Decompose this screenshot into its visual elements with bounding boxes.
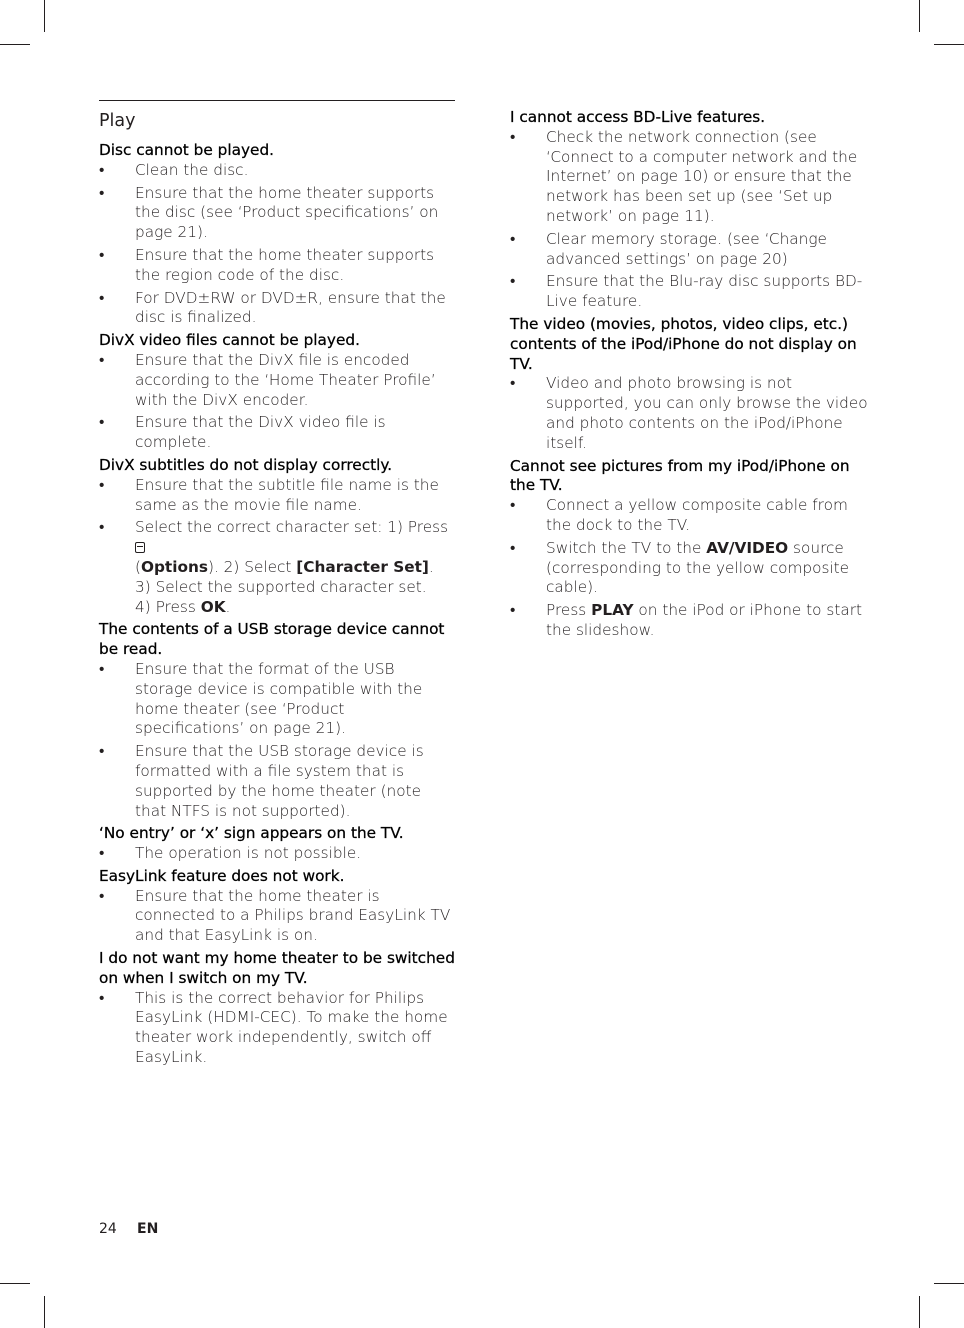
list-item: • Ensure that the home theater supports the disc (see ‘Product specifications’ on page 21).	[99, 183, 439, 242]
topic-bd-live	[510, 108, 868, 312]
crop-mark	[0, 1283, 30, 1284]
list-item: • Ensure that the subtitle file name is the same as the movie file name.	[99, 475, 439, 514]
topic-disc	[99, 141, 455, 328]
topic-divx-video	[99, 331, 455, 453]
list-item: • Clean the disc.	[99, 160, 249, 179]
list-item: • Connect a yellow composite cable from the dock to the TV.	[510, 496, 848, 534]
list-item: • Ensure that the USB storage device is formatted with a file system that is supported by the home theater (note that NTFS is not supported).	[99, 742, 424, 820]
crop-mark	[934, 44, 964, 45]
topic-question: I do not want my home theater to be switched on when I switch on my TV.	[99, 949, 455, 987]
page-footer	[99, 1220, 158, 1240]
crop-mark	[919, 1296, 920, 1328]
topic-question: Cannot see pictures from my iPod/iPhone on the TV.	[510, 456, 850, 495]
list-item: • Video and photo browsing is not supported, you can only browse the video and photo contents on the iPod/iPhone itself.	[510, 374, 868, 452]
topic-question: ‘No entry’ or ‘x’ sign appears on the TV.	[99, 824, 404, 843]
list-item: • This is the correct behavior for Philips EasyLink (HDMI-CEC). To make the home theater work independently, switch off EasyLink.	[99, 988, 448, 1067]
crop-mark	[919, 0, 920, 32]
right-column	[510, 108, 868, 644]
list-item: • Select the correct character set: 1) Press (Options). 2) Select [Character Set]. 3) Select the supported character set. 4) Press OK.	[99, 518, 449, 616]
topic-question: The contents of a USB storage device cannot be read.	[99, 620, 445, 659]
list-item: • Check the network connection (see ‘Connect to a computer network and the Internet’ on page 10) or ensure that the network has been set up (see ‘Set up network’ on page 11).	[510, 127, 858, 225]
crop-mark	[44, 1296, 45, 1328]
list-item: • Clear memory storage. (see ‘Change advanced settings’ on page 20)	[510, 229, 827, 268]
topic-question: Disc cannot be played.	[99, 141, 275, 159]
page-number: 24	[99, 1221, 117, 1237]
crop-mark	[44, 0, 45, 32]
topic-question: DivX video files cannot be played.	[99, 331, 360, 350]
left-column	[99, 100, 455, 1071]
topic-divx-subtitles	[99, 456, 455, 617]
section-rule	[99, 100, 455, 101]
language-code: EN	[137, 1221, 159, 1237]
list-item: • Ensure that the Blu-ray disc supports BD-Live feature.	[510, 272, 863, 311]
topic-question: The video (movies, photos, video clips, etc.) contents of the iPod/iPhone do not display on TV.	[510, 314, 857, 373]
topic-question: EasyLink feature does not work.	[99, 866, 345, 885]
list-item: • Press PLAY on the iPod or iPhone to start the slideshow.	[510, 601, 863, 639]
topic-no-entry	[99, 824, 455, 864]
topic-ipod-pictures	[510, 457, 868, 641]
list-item: • Ensure that the format of the USB storage device is compatible with the home theater (see ‘Product specifications’ on page 21).	[99, 659, 423, 738]
list-item: • The operation is not possible.	[99, 844, 362, 863]
list-item: • Ensure that the DivX video file is complete.	[99, 413, 386, 452]
crop-mark	[934, 1283, 964, 1284]
list-item: • Ensure that the home theater supports the region code of the disc.	[99, 245, 435, 284]
list-item: • Ensure that the DivX file is encoded according to the ‘Home Theater Profile’ with the DivX encoder.	[99, 350, 436, 409]
crop-mark	[0, 44, 30, 45]
topic-easylink	[99, 867, 455, 946]
list-item: • For DVD±RW or DVD±R, ensure that the disc is finalized.	[99, 288, 446, 327]
list-item: • Ensure that the home theater is connected to a Philips brand EasyLink TV and that EasyLink is on.	[99, 886, 451, 945]
section-title: Play	[99, 111, 136, 131]
topic-question: DivX subtitles do not display correctly.	[99, 455, 393, 474]
options-icon	[135, 542, 145, 553]
topic-ipod-video	[510, 315, 868, 454]
list-item: • Switch the TV to the AV/VIDEO source (corresponding to the yellow composite cable).	[510, 538, 850, 597]
topic-usb	[99, 620, 455, 821]
topic-question: I cannot access BD-Live features.	[510, 108, 766, 126]
topic-switch-on	[99, 949, 455, 1068]
